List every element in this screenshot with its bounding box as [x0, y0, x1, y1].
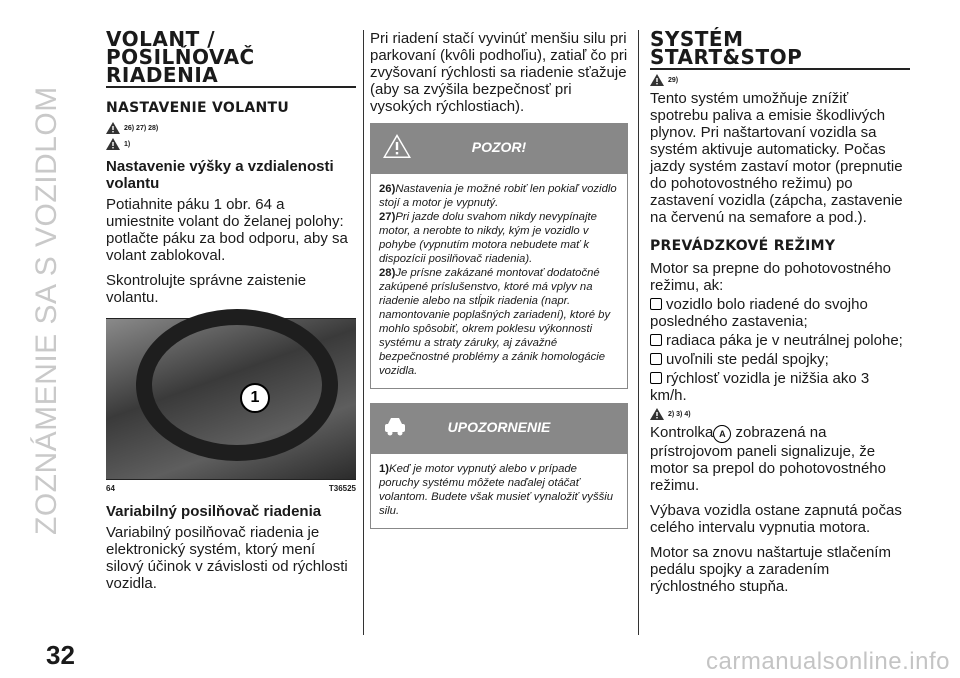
page-number: 32 — [46, 640, 75, 670]
notice-reference — [106, 138, 356, 150]
heading-line: POSILŇOVAČ — [106, 45, 255, 69]
side-chapter-title: ZOZNÁMENIE SA S VOZIDLOM — [30, 86, 63, 535]
column-warnings — [370, 30, 628, 529]
warning-item — [379, 182, 619, 210]
paragraph: Motor sa znovu naštartuje stlačením pedálu spojky a zaradením rýchlostného stupňa. — [650, 544, 891, 595]
checkbox-bullet-icon — [650, 298, 662, 310]
warning-number: 26) — [379, 183, 396, 195]
warning-box-header — [370, 123, 628, 173]
paragraph: Motor sa prepne do pohotovostného režimu, ak: — [650, 260, 892, 294]
warning-text: Nastavenia je možné robiť len pokiaľ vozidlo stojí a motor je vypnutý. — [379, 183, 617, 209]
warning-text: Pri jazde dolu svahom nikdy nevypínajte motor, a nerobte to nikdy, kým je vozidlo v pohybe (vypnutím motora nebudete mať k dispozícii posilňovač riadenia). — [379, 211, 597, 265]
paragraph: Potiahnite páku 1 obr. 64 a umiestnite volant do želanej polohy: potlačte páku za bod odporu, aby sa volant zablokoval. — [106, 196, 348, 264]
list-item — [650, 351, 910, 368]
paragraph: Skontrolujte správne zaistenie volantu. — [106, 272, 307, 306]
warning-number: 28) — [379, 267, 396, 279]
checkbox-bullet-icon — [650, 353, 662, 365]
column-start-stop — [650, 27, 910, 603]
steering-wheel-illustration — [136, 309, 338, 461]
paragraph: Výbava vozidla ostane zapnutá počas celého intervalu vypnutia motora. — [650, 502, 902, 536]
list-item-text: rýchlosť vozidla je nižšia ako 3 km/h. — [650, 370, 870, 404]
column-steering — [106, 27, 356, 600]
paragraph: Pri riadení stačí vyvinúť menšiu silu pri parkovaní (kvôli podhoľiu), zatiaľ čo pri zvyšovaní rýchlosti sa riadenie sťažuje (aby sa zvýšila bezpečnosť pri vysokých rýchlostiach). — [370, 30, 628, 115]
notice-title: UPOZORNENIE — [447, 419, 551, 435]
warning-triangle-icon — [650, 408, 664, 420]
footer-watermark: carmanualsonline.info — [706, 648, 950, 675]
column-divider — [363, 30, 364, 635]
notice-box-body — [370, 453, 628, 529]
paragraph-text: Kontrolka — [650, 424, 714, 441]
warning-reference — [650, 74, 910, 86]
list-item — [650, 296, 910, 330]
start-stop-indicator-icon: A — [713, 425, 731, 443]
list-item-text: uvoľnili ste pedál spojky; — [666, 351, 829, 368]
warning-triangle-icon — [106, 122, 120, 134]
section-heading: NASTAVENIE VOLANTU — [106, 100, 290, 116]
paragraph-text: zobrazená na prístrojovom paneli signalizuje, že motor sa prepol do pohotovostného režimu. — [650, 424, 886, 494]
figure-code: T36525 — [328, 484, 356, 493]
subheading: Nastavenie výšky a vzdialenosti volantu — [106, 158, 334, 192]
checkbox-bullet-icon — [650, 372, 662, 384]
figure-caption — [106, 484, 356, 493]
heading-line: START&STOP — [650, 45, 803, 69]
notice-number: 1) — [379, 463, 390, 475]
warning-triangle-icon — [650, 74, 664, 86]
notice-box-header — [370, 403, 628, 453]
steering-wheel-figure — [106, 318, 356, 480]
heading-line: RIADENIA — [106, 63, 219, 87]
list-item — [650, 370, 910, 404]
reference-numbers: 1) — [124, 140, 131, 148]
reference-numbers: 29) — [668, 76, 679, 84]
warning-item — [379, 210, 619, 266]
paragraph: Variabilný posilňovač riadenia je elektronický systém, ktorý mení silový účinok v závislosti od rýchlosti vozidla. — [106, 524, 348, 592]
list-item-text: vozidlo bolo riadené do svojho posledného zastavenia; — [650, 296, 868, 330]
warning-text: Je prísne zakázané montovať dodatočné zakúpené príslušenstvo, ktoré má vplyv na riadenie alebo na stĺpik riadenia (napr. namontovanie poplašných zariadení), ktoré by mohlo spôsobiť, okrem poklesu výkonnosti systému a straty záruky, aj závažné bezpečnostné problémy a zánik homologácie vozidla. — [379, 267, 611, 377]
chapter-heading — [650, 27, 910, 70]
warning-title: POZOR! — [471, 139, 527, 155]
warning-item — [379, 266, 619, 378]
warning-triangle-icon — [106, 138, 120, 150]
warning-box-body — [370, 173, 628, 389]
column-divider — [638, 30, 639, 635]
paragraph — [650, 424, 910, 494]
section-heading: PREVÁDZKOVÉ REŽIMY — [650, 238, 836, 254]
warning-number: 27) — [379, 211, 396, 223]
figure-number: 64 — [106, 484, 115, 493]
notice-item — [379, 462, 619, 518]
heading-line: VOLANT / — [106, 27, 215, 51]
figure-callout: 1 — [240, 383, 270, 413]
warning-reference — [650, 408, 910, 420]
paragraph: Tento systém umožňuje znížiť spotrebu paliva a emisie škodlivých plynov. Pri naštartovaní vozidla sa systém aktivuje automaticky. Počas jazdy systém zastaví motor (prepnutie do pohotovostného režimu) po zastavení vozidla (zápcha, zastavenie na červenú na semafore a pod.). — [650, 90, 903, 226]
heading-line: SYSTÉM — [650, 27, 744, 51]
list-item — [650, 332, 910, 349]
reference-numbers: 26) 27) 28) — [124, 124, 159, 132]
warning-reference — [106, 122, 356, 134]
subheading: Variabilný posilňovač riadenia — [106, 503, 322, 520]
checkbox-bullet-icon — [650, 334, 662, 346]
list-item-text: radiaca páka je v neutrálnej polohe; — [666, 332, 903, 349]
reference-numbers: 2) 3) 4) — [668, 410, 691, 418]
notice-text: Keď je motor vypnutý alebo v prípade poruchy systému môžete naďalej otáčať volantom. Budete však musieť vynaložiť vyššiu silu. — [379, 463, 614, 517]
chapter-heading — [106, 27, 356, 88]
